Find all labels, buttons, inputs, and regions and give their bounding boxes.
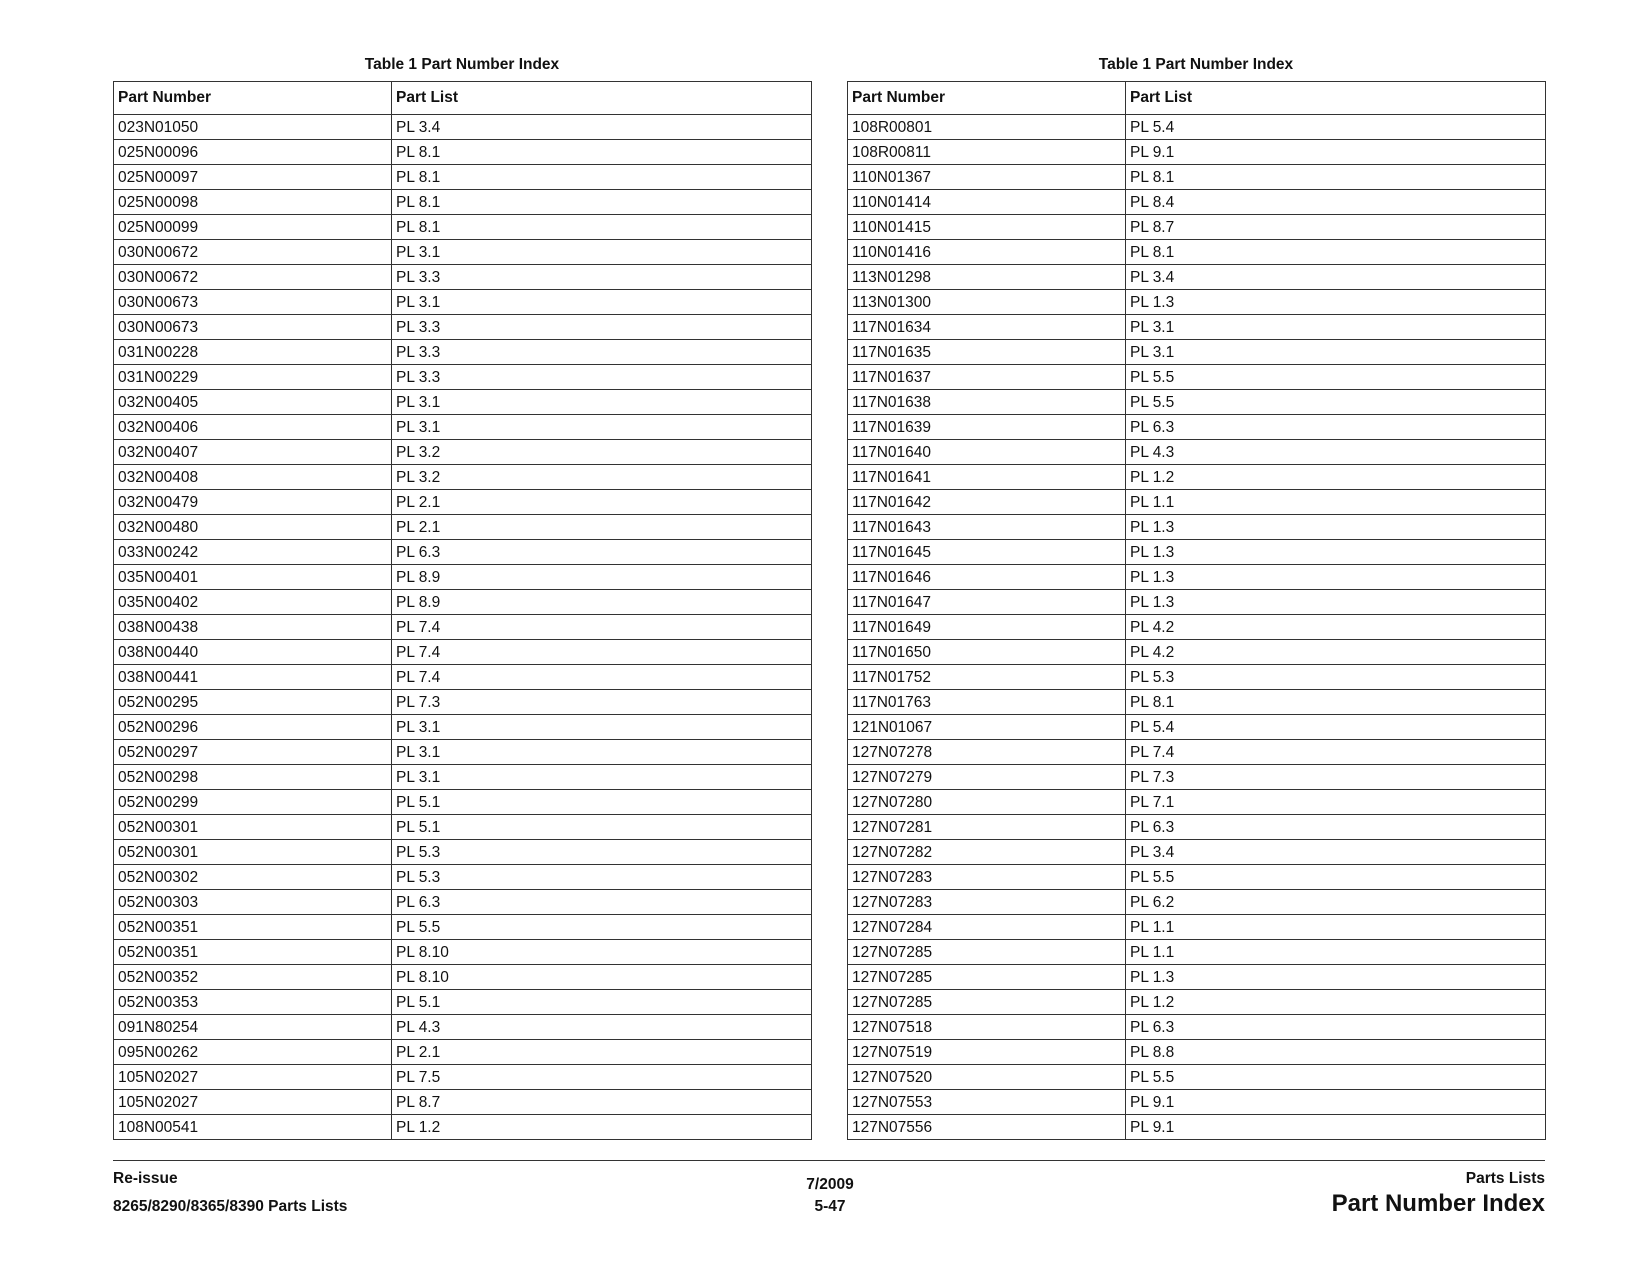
table-row (114, 390, 812, 415)
left-part-number-cell: 038N00440 (114, 640, 392, 665)
right-part-number-cell: 127N07284 (848, 915, 1126, 940)
right-part-list-cell: PL 1.1 (1126, 490, 1546, 515)
left-part-list-cell: PL 3.3 (392, 365, 812, 390)
right-part-list-cell: PL 8.1 (1126, 240, 1546, 265)
left-part-number-cell: 052N00351 (114, 915, 392, 940)
footer-section-heading: Part Number Index (1331, 1190, 1545, 1217)
right-part-list-cell: PL 4.3 (1126, 440, 1546, 465)
left-part-number-cell: 052N00299 (114, 790, 392, 815)
footer-date: 7/2009 (806, 1176, 854, 1193)
table-row (114, 565, 812, 590)
right-part-number-cell: 117N01643 (848, 515, 1126, 540)
table-row (114, 815, 812, 840)
table-row (848, 790, 1546, 815)
left-part-number-cell: 032N00405 (114, 390, 392, 415)
left-part-list-cell: PL 3.1 (392, 290, 812, 315)
table-row (848, 840, 1546, 865)
left-part-list-cell: PL 3.1 (392, 715, 812, 740)
left-part-list-cell: PL 3.1 (392, 415, 812, 440)
left-part-number-cell: 105N02027 (114, 1090, 392, 1115)
table-row (848, 165, 1546, 190)
table-row (114, 740, 812, 765)
right-part-number-cell: 127N07285 (848, 940, 1126, 965)
table-row (114, 665, 812, 690)
left-part-list-cell: PL 3.4 (392, 115, 812, 140)
right-part-number-cell: 127N07283 (848, 865, 1126, 890)
right-part-list-cell: PL 9.1 (1126, 1090, 1546, 1115)
table-row (848, 1040, 1546, 1065)
table-row (114, 940, 812, 965)
right-table-header-row (848, 82, 1546, 115)
right-part-list-cell: PL 3.1 (1126, 340, 1546, 365)
left-part-number-cell: 032N00480 (114, 515, 392, 540)
table-row (114, 290, 812, 315)
right-part-number-cell: 110N01367 (848, 165, 1126, 190)
right-part-number-cell: 127N07519 (848, 1040, 1126, 1065)
right-part-number-cell: 117N01752 (848, 665, 1126, 690)
right-part-list-cell: PL 1.3 (1126, 590, 1546, 615)
left-part-list-cell: PL 2.1 (392, 490, 812, 515)
table-row (114, 540, 812, 565)
right-part-list-cell: PL 8.1 (1126, 690, 1546, 715)
left-part-number-cell: 052N00297 (114, 740, 392, 765)
right-part-list-cell: PL 7.3 (1126, 765, 1546, 790)
left-part-list-cell: PL 7.3 (392, 690, 812, 715)
table-row (114, 915, 812, 940)
left-part-number-cell: 033N00242 (114, 540, 392, 565)
right-part-list-cell: PL 6.3 (1126, 815, 1546, 840)
table-row (848, 340, 1546, 365)
footer-divider (113, 1160, 1545, 1161)
right-part-list-cell: PL 5.3 (1126, 665, 1546, 690)
table-row (114, 365, 812, 390)
left-part-number-cell: 023N01050 (114, 115, 392, 140)
right-part-list-cell: PL 1.3 (1126, 290, 1546, 315)
footer-section-name: Parts Lists (1465, 1170, 1545, 1187)
right-part-list-cell: PL 3.1 (1126, 315, 1546, 340)
table-row (848, 890, 1546, 915)
table-row (114, 340, 812, 365)
footer-model-title: 8265/8290/8365/8390 Parts Lists (113, 1198, 348, 1215)
left-table-body (114, 115, 812, 1140)
left-part-list-cell: PL 8.9 (392, 590, 812, 615)
right-part-list-cell: PL 3.4 (1126, 265, 1546, 290)
right-part-number-cell: 117N01649 (848, 615, 1126, 640)
right-part-list-cell: PL 5.5 (1126, 865, 1546, 890)
right-part-number-cell: 110N01416 (848, 240, 1126, 265)
left-part-number-cell: 052N00352 (114, 965, 392, 990)
table-row (848, 465, 1546, 490)
right-part-list-cell: PL 3.4 (1126, 840, 1546, 865)
left-part-list-cell: PL 3.1 (392, 390, 812, 415)
right-part-list-cell: PL 6.3 (1126, 415, 1546, 440)
left-part-list-cell: PL 8.9 (392, 565, 812, 590)
table-row (848, 115, 1546, 140)
right-part-list-cell: PL 5.4 (1126, 115, 1546, 140)
right-part-number-cell: 127N07282 (848, 840, 1126, 865)
left-part-list-cell: PL 2.1 (392, 515, 812, 540)
left-part-list-cell: PL 3.1 (392, 740, 812, 765)
right-table-title: Table 1 Part Number Index (1098, 56, 1294, 73)
left-part-number-cell: 052N00353 (114, 990, 392, 1015)
left-part-list-cell: PL 8.10 (392, 940, 812, 965)
right-part-list-cell: PL 1.2 (1126, 990, 1546, 1015)
right-part-number-cell: 127N07553 (848, 1090, 1126, 1115)
footer-page-number: 5-47 (814, 1198, 846, 1215)
right-table-body (848, 115, 1546, 1140)
left-part-number-cell: 052N00302 (114, 865, 392, 890)
table-row (848, 740, 1546, 765)
right-part-list-cell: PL 6.2 (1126, 890, 1546, 915)
right-part-list-cell: PL 7.1 (1126, 790, 1546, 815)
table-row (114, 1040, 812, 1065)
left-part-list-cell: PL 5.1 (392, 990, 812, 1015)
left-part-list-cell: PL 5.3 (392, 865, 812, 890)
table-row (848, 265, 1546, 290)
table-row (114, 115, 812, 140)
table-row (114, 440, 812, 465)
table-row (114, 465, 812, 490)
right-part-number-cell: 110N01414 (848, 190, 1126, 215)
right-part-number-cell: 127N07283 (848, 890, 1126, 915)
left-part-list-cell: PL 8.1 (392, 215, 812, 240)
left-part-list-cell: PL 7.5 (392, 1065, 812, 1090)
right-part-list-cell: PL 8.1 (1126, 165, 1546, 190)
left-part-number-cell: 035N00402 (114, 590, 392, 615)
right-header-part-list: Part List (1126, 82, 1546, 115)
left-header-part-number: Part Number (114, 82, 392, 115)
table-row (114, 140, 812, 165)
table-row (848, 715, 1546, 740)
left-header-part-list: Part List (392, 82, 812, 115)
right-part-number-cell: 117N01641 (848, 465, 1126, 490)
left-part-number-cell: 025N00099 (114, 215, 392, 240)
left-part-number-cell: 030N00673 (114, 290, 392, 315)
right-part-list-cell: PL 8.4 (1126, 190, 1546, 215)
table-row (114, 865, 812, 890)
left-part-list-cell: PL 6.3 (392, 890, 812, 915)
left-part-number-cell: 025N00097 (114, 165, 392, 190)
table-row (848, 665, 1546, 690)
right-part-list-cell: PL 7.4 (1126, 740, 1546, 765)
table-row (848, 140, 1546, 165)
table-row (848, 865, 1546, 890)
left-part-list-cell: PL 3.3 (392, 340, 812, 365)
left-part-list-cell: PL 4.3 (392, 1015, 812, 1040)
table-row (848, 365, 1546, 390)
table-row (848, 540, 1546, 565)
right-part-number-cell: 127N07280 (848, 790, 1126, 815)
right-part-list-cell: PL 4.2 (1126, 615, 1546, 640)
right-part-number-cell: 108R00811 (848, 140, 1126, 165)
table-row (114, 690, 812, 715)
left-part-number-cell: 091N80254 (114, 1015, 392, 1040)
left-part-number-cell: 032N00407 (114, 440, 392, 465)
right-part-number-cell: 117N01642 (848, 490, 1126, 515)
table-row (114, 165, 812, 190)
right-part-number-cell: 127N07279 (848, 765, 1126, 790)
table-row (114, 315, 812, 340)
table-row (114, 615, 812, 640)
right-part-list-cell: PL 5.5 (1126, 365, 1546, 390)
left-part-number-cell: 038N00441 (114, 665, 392, 690)
right-part-list-cell: PL 9.1 (1126, 140, 1546, 165)
right-part-list-cell: PL 1.3 (1126, 565, 1546, 590)
left-part-list-cell: PL 8.1 (392, 190, 812, 215)
table-row (114, 890, 812, 915)
right-part-number-cell: 117N01646 (848, 565, 1126, 590)
table-row (114, 1115, 812, 1140)
table-row (848, 215, 1546, 240)
right-part-list-cell: PL 8.7 (1126, 215, 1546, 240)
left-part-number-cell: 052N00303 (114, 890, 392, 915)
table-row (848, 1090, 1546, 1115)
right-part-list-cell: PL 1.3 (1126, 515, 1546, 540)
left-part-number-cell: 052N00296 (114, 715, 392, 740)
left-part-number-cell: 031N00228 (114, 340, 392, 365)
right-part-number-cell: 113N01300 (848, 290, 1126, 315)
right-part-number-cell: 117N01638 (848, 390, 1126, 415)
right-part-list-cell: PL 5.4 (1126, 715, 1546, 740)
table-row (114, 215, 812, 240)
right-part-list-cell: PL 1.1 (1126, 940, 1546, 965)
left-part-list-cell: PL 7.4 (392, 640, 812, 665)
right-table-panel (847, 52, 1545, 1140)
table-row (848, 915, 1546, 940)
right-part-list-cell: PL 9.1 (1126, 1115, 1546, 1140)
table-row (848, 615, 1546, 640)
left-part-list-cell: PL 3.3 (392, 265, 812, 290)
table-row (848, 590, 1546, 615)
table-row (114, 965, 812, 990)
left-part-number-cell: 052N00301 (114, 815, 392, 840)
left-part-number-cell: 031N00229 (114, 365, 392, 390)
right-part-list-cell: PL 6.3 (1126, 1015, 1546, 1040)
table-row (848, 940, 1546, 965)
left-part-list-cell: PL 5.3 (392, 840, 812, 865)
table-row (114, 490, 812, 515)
left-part-list-cell: PL 5.1 (392, 790, 812, 815)
right-part-number-cell: 127N07556 (848, 1115, 1126, 1140)
right-part-list-cell: PL 5.5 (1126, 390, 1546, 415)
table-row (848, 490, 1546, 515)
table-row (848, 565, 1546, 590)
left-part-list-cell: PL 5.5 (392, 915, 812, 940)
left-part-list-cell: PL 6.3 (392, 540, 812, 565)
right-part-number-cell: 127N07285 (848, 965, 1126, 990)
right-part-number-cell: 127N07520 (848, 1065, 1126, 1090)
table-row (114, 415, 812, 440)
left-part-list-cell: PL 8.1 (392, 165, 812, 190)
table-row (114, 840, 812, 865)
table-row (848, 640, 1546, 665)
right-part-number-cell: 127N07278 (848, 740, 1126, 765)
right-part-number-cell: 117N01650 (848, 640, 1126, 665)
left-part-number-cell: 052N00301 (114, 840, 392, 865)
right-part-number-cell: 127N07281 (848, 815, 1126, 840)
left-part-list-cell: PL 7.4 (392, 665, 812, 690)
right-part-number-table (847, 81, 1546, 1140)
left-part-number-table (113, 81, 812, 1140)
table-row (114, 640, 812, 665)
right-header-part-number: Part Number (848, 82, 1126, 115)
right-part-number-cell: 117N01634 (848, 315, 1126, 340)
table-row (848, 315, 1546, 340)
table-row (114, 1065, 812, 1090)
table-row (848, 390, 1546, 415)
left-part-number-cell: 108N00541 (114, 1115, 392, 1140)
left-part-list-cell: PL 3.3 (392, 315, 812, 340)
right-part-number-cell: 117N01640 (848, 440, 1126, 465)
table-row (114, 265, 812, 290)
left-part-number-cell: 032N00408 (114, 465, 392, 490)
right-part-number-cell: 117N01647 (848, 590, 1126, 615)
table-row (114, 1090, 812, 1115)
table-row (848, 515, 1546, 540)
left-part-number-cell: 030N00672 (114, 240, 392, 265)
left-part-number-cell: 030N00673 (114, 315, 392, 340)
table-row (114, 515, 812, 540)
right-part-list-cell: PL 4.2 (1126, 640, 1546, 665)
right-part-list-cell: PL 1.2 (1126, 465, 1546, 490)
left-table-title: Table 1 Part Number Index (364, 56, 560, 73)
left-part-number-cell: 035N00401 (114, 565, 392, 590)
left-part-list-cell: PL 8.7 (392, 1090, 812, 1115)
left-part-list-cell: PL 5.1 (392, 815, 812, 840)
right-part-number-cell: 110N01415 (848, 215, 1126, 240)
right-part-number-cell: 117N01639 (848, 415, 1126, 440)
table-row (114, 790, 812, 815)
right-part-number-cell: 127N07285 (848, 990, 1126, 1015)
left-part-number-cell: 032N00406 (114, 415, 392, 440)
left-part-number-cell: 025N00098 (114, 190, 392, 215)
table-row (114, 240, 812, 265)
left-part-number-cell: 095N00262 (114, 1040, 392, 1065)
left-part-number-cell: 030N00672 (114, 265, 392, 290)
left-part-number-cell: 025N00096 (114, 140, 392, 165)
left-part-list-cell: PL 7.4 (392, 615, 812, 640)
table-row (114, 765, 812, 790)
right-part-number-cell: 113N01298 (848, 265, 1126, 290)
table-row (848, 190, 1546, 215)
right-part-number-cell: 117N01645 (848, 540, 1126, 565)
right-part-list-cell: PL 5.5 (1126, 1065, 1546, 1090)
left-part-list-cell: PL 2.1 (392, 1040, 812, 1065)
left-part-number-cell: 038N00438 (114, 615, 392, 640)
right-part-number-cell: 117N01763 (848, 690, 1126, 715)
right-part-list-cell: PL 1.1 (1126, 915, 1546, 940)
right-part-number-cell: 117N01637 (848, 365, 1126, 390)
table-row (848, 415, 1546, 440)
right-part-list-cell: PL 1.3 (1126, 540, 1546, 565)
table-row (848, 240, 1546, 265)
table-row (848, 290, 1546, 315)
table-row (848, 440, 1546, 465)
table-row (848, 1015, 1546, 1040)
left-part-number-cell: 105N02027 (114, 1065, 392, 1090)
table-row (848, 815, 1546, 840)
table-row (848, 765, 1546, 790)
right-part-list-cell: PL 1.3 (1126, 965, 1546, 990)
left-part-list-cell: PL 3.1 (392, 240, 812, 265)
left-part-list-cell: PL 1.2 (392, 1115, 812, 1140)
table-row (114, 715, 812, 740)
left-part-number-cell: 052N00298 (114, 765, 392, 790)
right-part-list-cell: PL 8.8 (1126, 1040, 1546, 1065)
table-row (114, 190, 812, 215)
table-row (848, 965, 1546, 990)
table-row (114, 990, 812, 1015)
left-table-panel (113, 52, 811, 1140)
left-part-list-cell: PL 8.1 (392, 140, 812, 165)
table-row (848, 1065, 1546, 1090)
table-row (848, 1115, 1546, 1140)
left-part-number-cell: 052N00295 (114, 690, 392, 715)
right-part-number-cell: 108R00801 (848, 115, 1126, 140)
footer-reissue: Re-issue (113, 1170, 178, 1187)
table-row (114, 1015, 812, 1040)
left-part-list-cell: PL 3.2 (392, 465, 812, 490)
left-part-list-cell: PL 3.2 (392, 440, 812, 465)
left-table-header-row (114, 82, 812, 115)
right-part-number-cell: 121N01067 (848, 715, 1126, 740)
left-part-list-cell: PL 3.1 (392, 765, 812, 790)
table-row (848, 690, 1546, 715)
left-part-number-cell: 052N00351 (114, 940, 392, 965)
left-part-number-cell: 032N00479 (114, 490, 392, 515)
table-row (114, 590, 812, 615)
right-part-number-cell: 117N01635 (848, 340, 1126, 365)
table-row (848, 990, 1546, 1015)
right-part-number-cell: 127N07518 (848, 1015, 1126, 1040)
left-part-list-cell: PL 8.10 (392, 965, 812, 990)
